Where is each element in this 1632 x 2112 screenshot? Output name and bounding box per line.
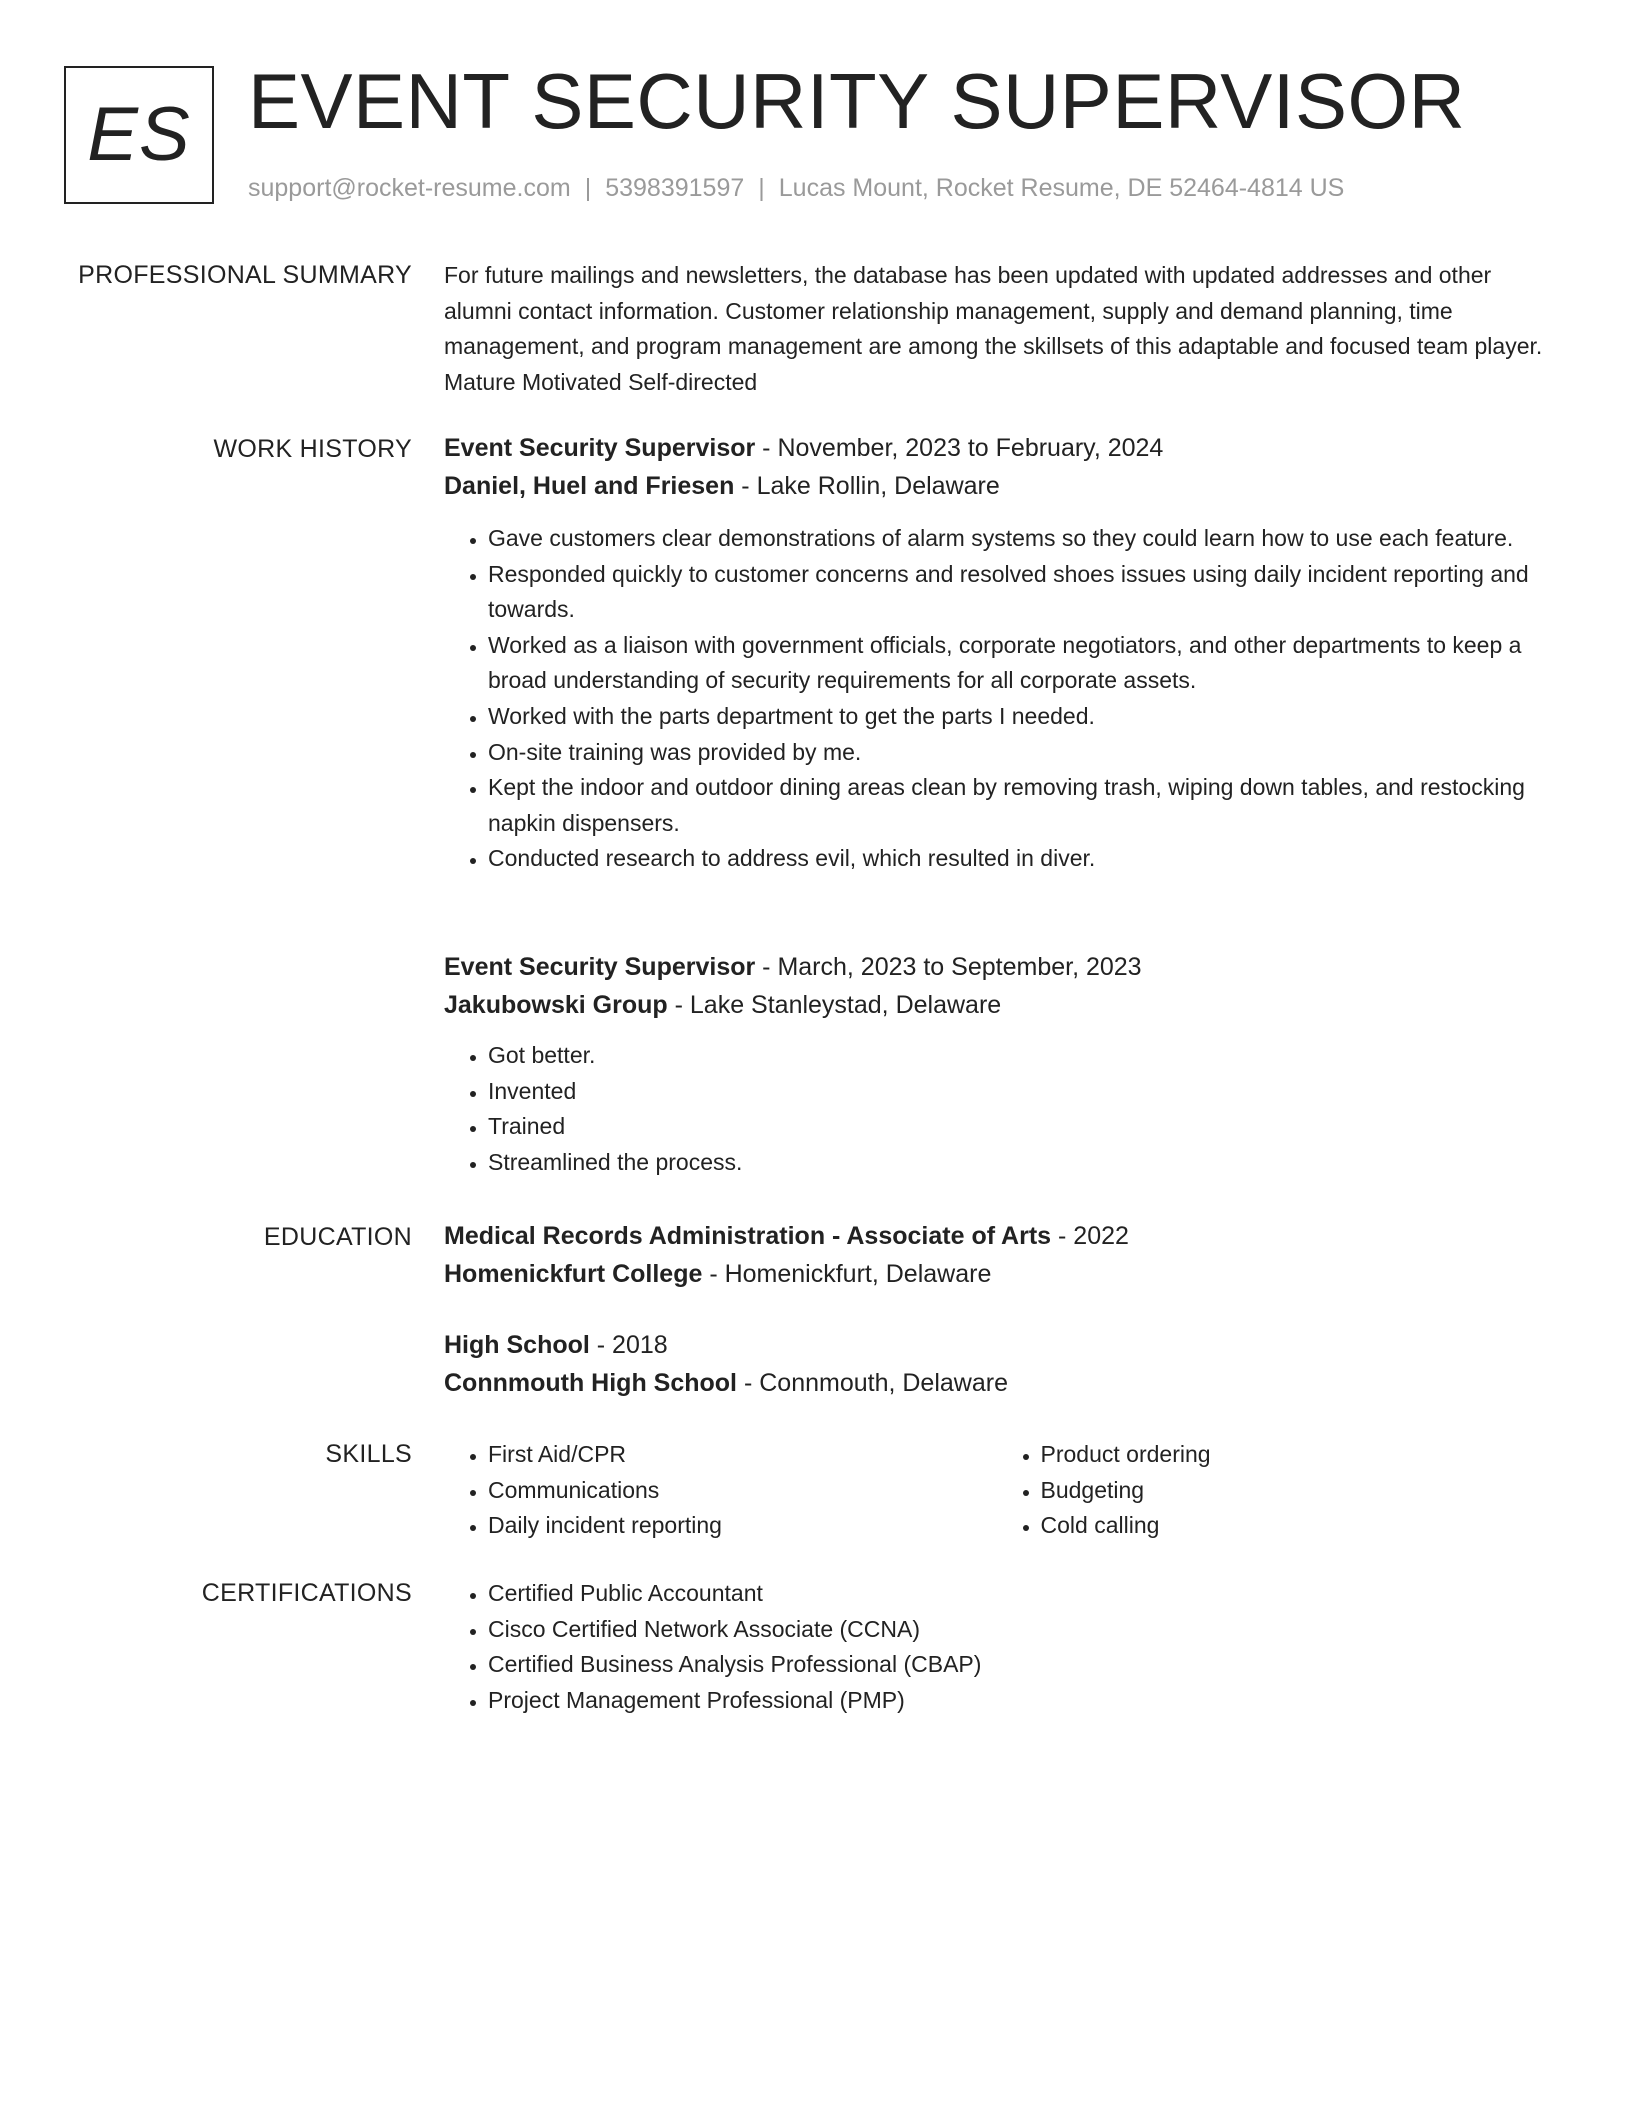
- list-item: • Responded quickly to customer concerns and resolved shoes issues using daily incident reporting and towards.: [488, 557, 1549, 628]
- job-company-line: [444, 467, 1549, 505]
- education-school-line: [444, 1255, 1549, 1293]
- job-entry: [444, 948, 1549, 1180]
- skill-item: • First Aid/CPR: [488, 1437, 997, 1473]
- education-degree-line: [444, 1326, 1549, 1364]
- list-item: • Trained: [488, 1109, 1549, 1145]
- education-location: - Connmouth, Delaware: [737, 1369, 1008, 1397]
- skill-item: • Daily incident reporting: [488, 1508, 997, 1544]
- job-title-line: [444, 429, 1549, 467]
- education-entry: [444, 1326, 1549, 1402]
- job-dates: - March, 2023 to September, 2023: [755, 953, 1142, 981]
- skills-column-1: [444, 1437, 997, 1544]
- summary-text: For future mailings and newsletters, the database has been updated with updated addresses and other alumni contact information. Customer relationship management, supply and demand planning, time management, and program management are among the skillsets of this adaptable and focused team player. Mature Motivated Self-directed: [444, 262, 1543, 395]
- education-entry: [444, 1217, 1549, 1293]
- certification-item: • Project Management Professional (PMP): [488, 1683, 1549, 1719]
- job-location: - Lake Stanleystad, Delaware: [667, 991, 1002, 1019]
- job-company-line: [444, 986, 1549, 1024]
- job-company: Jakubowski Group: [444, 991, 668, 1019]
- job-position: Event Security Supervisor: [444, 953, 756, 981]
- list-item: • Conducted research to address evil, which resulted in diver.: [488, 841, 1549, 877]
- list-item: • On-site training was provided by me.: [488, 735, 1549, 771]
- certification-item: • Cisco Certified Network Associate (CCNA): [488, 1612, 1549, 1648]
- resume-name-title: EVENT SECURITY SUPERVISOR: [248, 57, 1466, 145]
- certifications-body: [444, 1576, 1549, 1718]
- monogram-logo: [64, 66, 214, 204]
- education-degree: Medical Records Administration - Associate of Arts: [444, 1222, 1052, 1250]
- education-school: Connmouth High School: [444, 1369, 738, 1397]
- education-degree: High School: [444, 1331, 590, 1359]
- job-dates: - November, 2023 to February, 2024: [755, 434, 1164, 462]
- skill-item: • Product ordering: [1041, 1437, 1550, 1473]
- list-item: • Kept the indoor and outdoor dining areas clean by removing trash, wiping down tables, and restocking napkin dispensers.: [488, 770, 1549, 841]
- section-title-summary: PROFESSIONAL SUMMARY: [78, 261, 412, 289]
- contact-separator: |: [584, 174, 592, 202]
- job-bullets: [444, 521, 1549, 877]
- education-school: Homenickfurt College: [444, 1260, 703, 1288]
- skill-item: • Cold calling: [1041, 1508, 1550, 1544]
- skills-column-2: [997, 1437, 1550, 1544]
- contact-address: Lucas Mount, Rocket Resume, DE 52464-4814 US: [778, 174, 1345, 202]
- contact-email[interactable]: support@rocket-resume.com: [248, 174, 571, 202]
- section-title-education: EDUCATION: [263, 1223, 412, 1251]
- job-company: Daniel, Huel and Friesen: [444, 472, 735, 500]
- certifications-list: [444, 1576, 1549, 1718]
- job-location: - Lake Rollin, Delaware: [734, 472, 1000, 500]
- job-bullets: [444, 1038, 1549, 1180]
- certification-item: • Certified Business Analysis Professional (CBAP): [488, 1647, 1549, 1683]
- skills-grid: [444, 1437, 1549, 1544]
- list-item: • Gave customers clear demonstrations of alarm systems so they could learn how to use each feature.: [488, 521, 1549, 557]
- education-school-line: [444, 1364, 1549, 1402]
- contact-phone[interactable]: 5398391597: [605, 174, 745, 202]
- summary-body: [444, 258, 1549, 400]
- job-position: Event Security Supervisor: [444, 434, 756, 462]
- contact-line: [248, 172, 1344, 204]
- skill-item: • Communications: [488, 1473, 997, 1509]
- section-title-work-history: WORK HISTORY: [213, 435, 412, 463]
- list-item: • Invented: [488, 1074, 1549, 1110]
- skill-item: • Budgeting: [1041, 1473, 1550, 1509]
- job-entry: [444, 429, 1549, 877]
- list-item: • Got better.: [488, 1038, 1549, 1074]
- contact-separator: |: [758, 174, 765, 202]
- job-title-line: [444, 948, 1549, 986]
- education-degree-line: [444, 1217, 1549, 1255]
- section-title-skills: SKILLS: [325, 1440, 412, 1468]
- certification-item: • Certified Public Accountant: [488, 1576, 1549, 1612]
- education-year: - 2018: [589, 1331, 668, 1359]
- list-item: • Worked as a liaison with government officials, corporate negotiators, and other departments to keep a broad understanding of security requirements for all corporate assets.: [488, 628, 1549, 699]
- education-location: - Homenickfurt, Delaware: [702, 1260, 992, 1288]
- education-year: - 2022: [1051, 1222, 1129, 1250]
- list-item: • Streamlined the process.: [488, 1145, 1549, 1181]
- section-title-certifications: CERTIFICATIONS: [201, 1579, 412, 1607]
- monogram-initials: ES: [87, 92, 191, 177]
- list-item: • Worked with the parts department to get the parts I needed.: [488, 699, 1549, 735]
